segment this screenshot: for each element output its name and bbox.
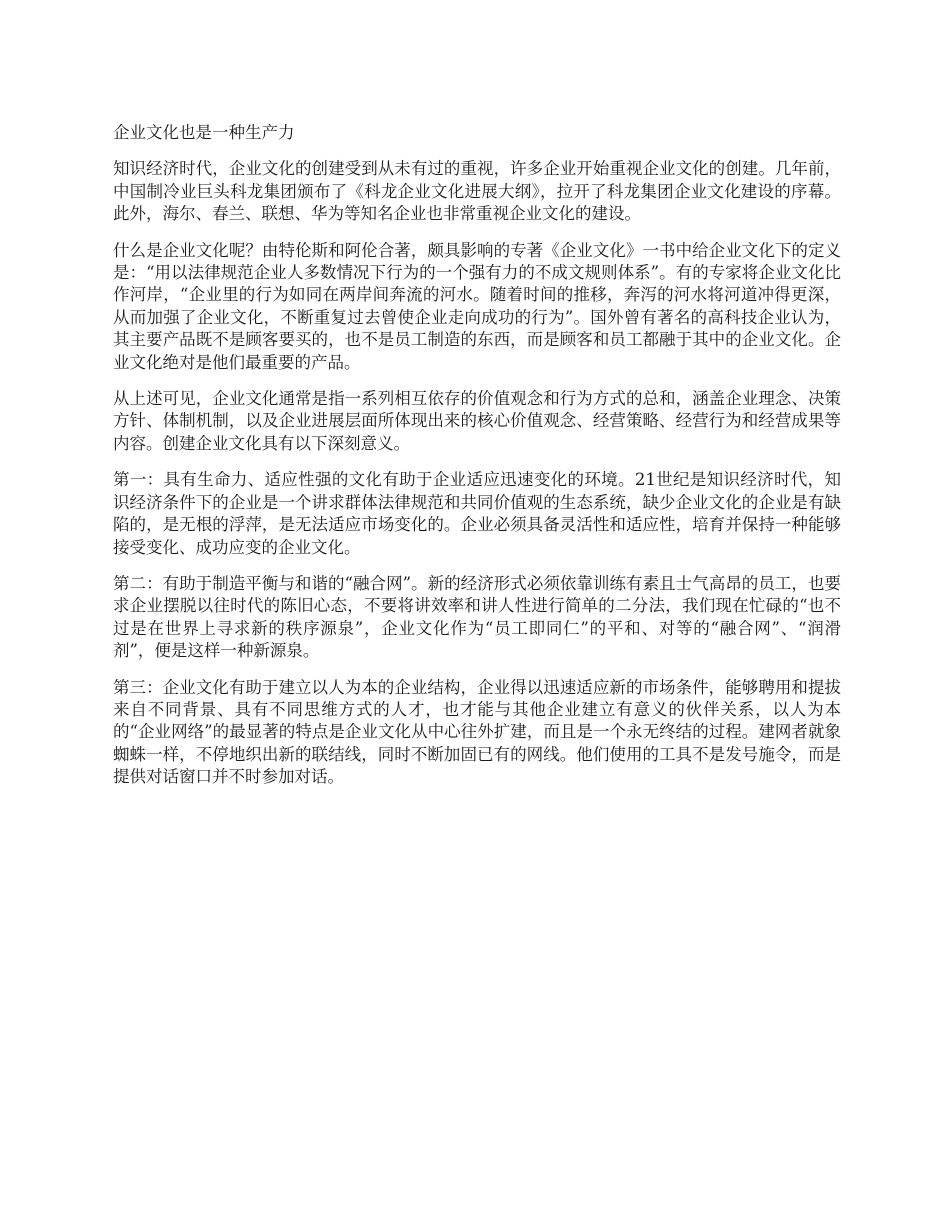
- document-title: 企业文化也是一种生产力: [113, 123, 295, 142]
- paragraph-summary: 从上述可见，企业文化通常是指一系列相互依存的价值观念和行为方式的总和，涵盖企业理念、决策方针、体制机制，以及企业进展层面所体现出来的核心价值观念、经营策略、经营行为和经营成果等内容。创建企业文化具有以下深刻意义。: [113, 389, 841, 453]
- document-page: [113, 122, 841, 803]
- paragraph-point-one: 第一：具有生命力、适应性强的文化有助于企业适应迅速变化的环境。21世纪是知识经济时代，知识经济条件下的企业是一个讲求群体法律规范和共同价值观的生态系统，缺少企业文化的企业是有缺陷的，是无根的浮萍，是无法适应市场变化的。企业必须具备灵活性和适应性，培育并保持一种能够接受变化、成功应变的企业文化。: [113, 470, 841, 557]
- paragraph-point-three: 第三：企业文化有助于建立以人为本的企业结构，企业得以迅速适应新的市场条件，能够聘用和提拔来自不同背景、具有不同思维方式的人才，也才能与其他企业建立有意义的伙伴关系，以人为本的“企业网络”的最显著的特点是企业文化从中心往外扩建，而且是一个永无终结的过程。建网者就象蜘蛛一样，不停地织出新的联结线，同时不断加固已有的网线。他们使用的工具不是发号施令，而是提供对话窗口并不时参加对话。: [113, 677, 841, 787]
- paragraph-point-two: 第二：有助于制造平衡与和谐的“融合网”。新的经济形式必须依靠训练有素且士气高昂的员工，也要求企业摆脱以往时代的陈旧心态，不要将讲效率和讲人性进行简单的二分法，我们现在忙碌的“也不过是在世界上寻求新的秩序源泉”，企业文化作为“员工即同仁”的平和、对等的“融合网”、“润滑剂”，便是这样一种新源泉。: [113, 573, 841, 661]
- paragraph-intro: 知识经济时代，企业文化的创建受到从未有过的重视，许多企业开始重视企业文化的创建。几年前，中国制冷业巨头科龙集团颁布了《科龙企业文化进展大纲》，拉开了科龙集团企业文化建设的序幕。此外，海尔、春兰、联想、华为等知名企业也非常重视企业文化的建设。: [113, 159, 841, 224]
- paragraph-definition: 什么是企业文化呢？由特伦斯和阿伦合著，颇具影响的专著《企业文化》一书中给企业文化下的定义是：“用以法律规范企业人多数情况下行为的一个强有力的不成文规则体系”。有的专家将企业文化比作河岸，“企业里的行为如同在两岸间奔流的河水。随着时间的推移，奔泻的河水将河道冲得更深，从而加强了企业文化，不断重复过去曾使企业走向成功的行为”。国外曾有著名的高科技企业认为，其主要产品既不是顾客要买的，也不是员工制造的东西，而是顾客和员工都融于其中的企业文化。企业文化绝对是他们最重要的产品。: [113, 240, 841, 372]
